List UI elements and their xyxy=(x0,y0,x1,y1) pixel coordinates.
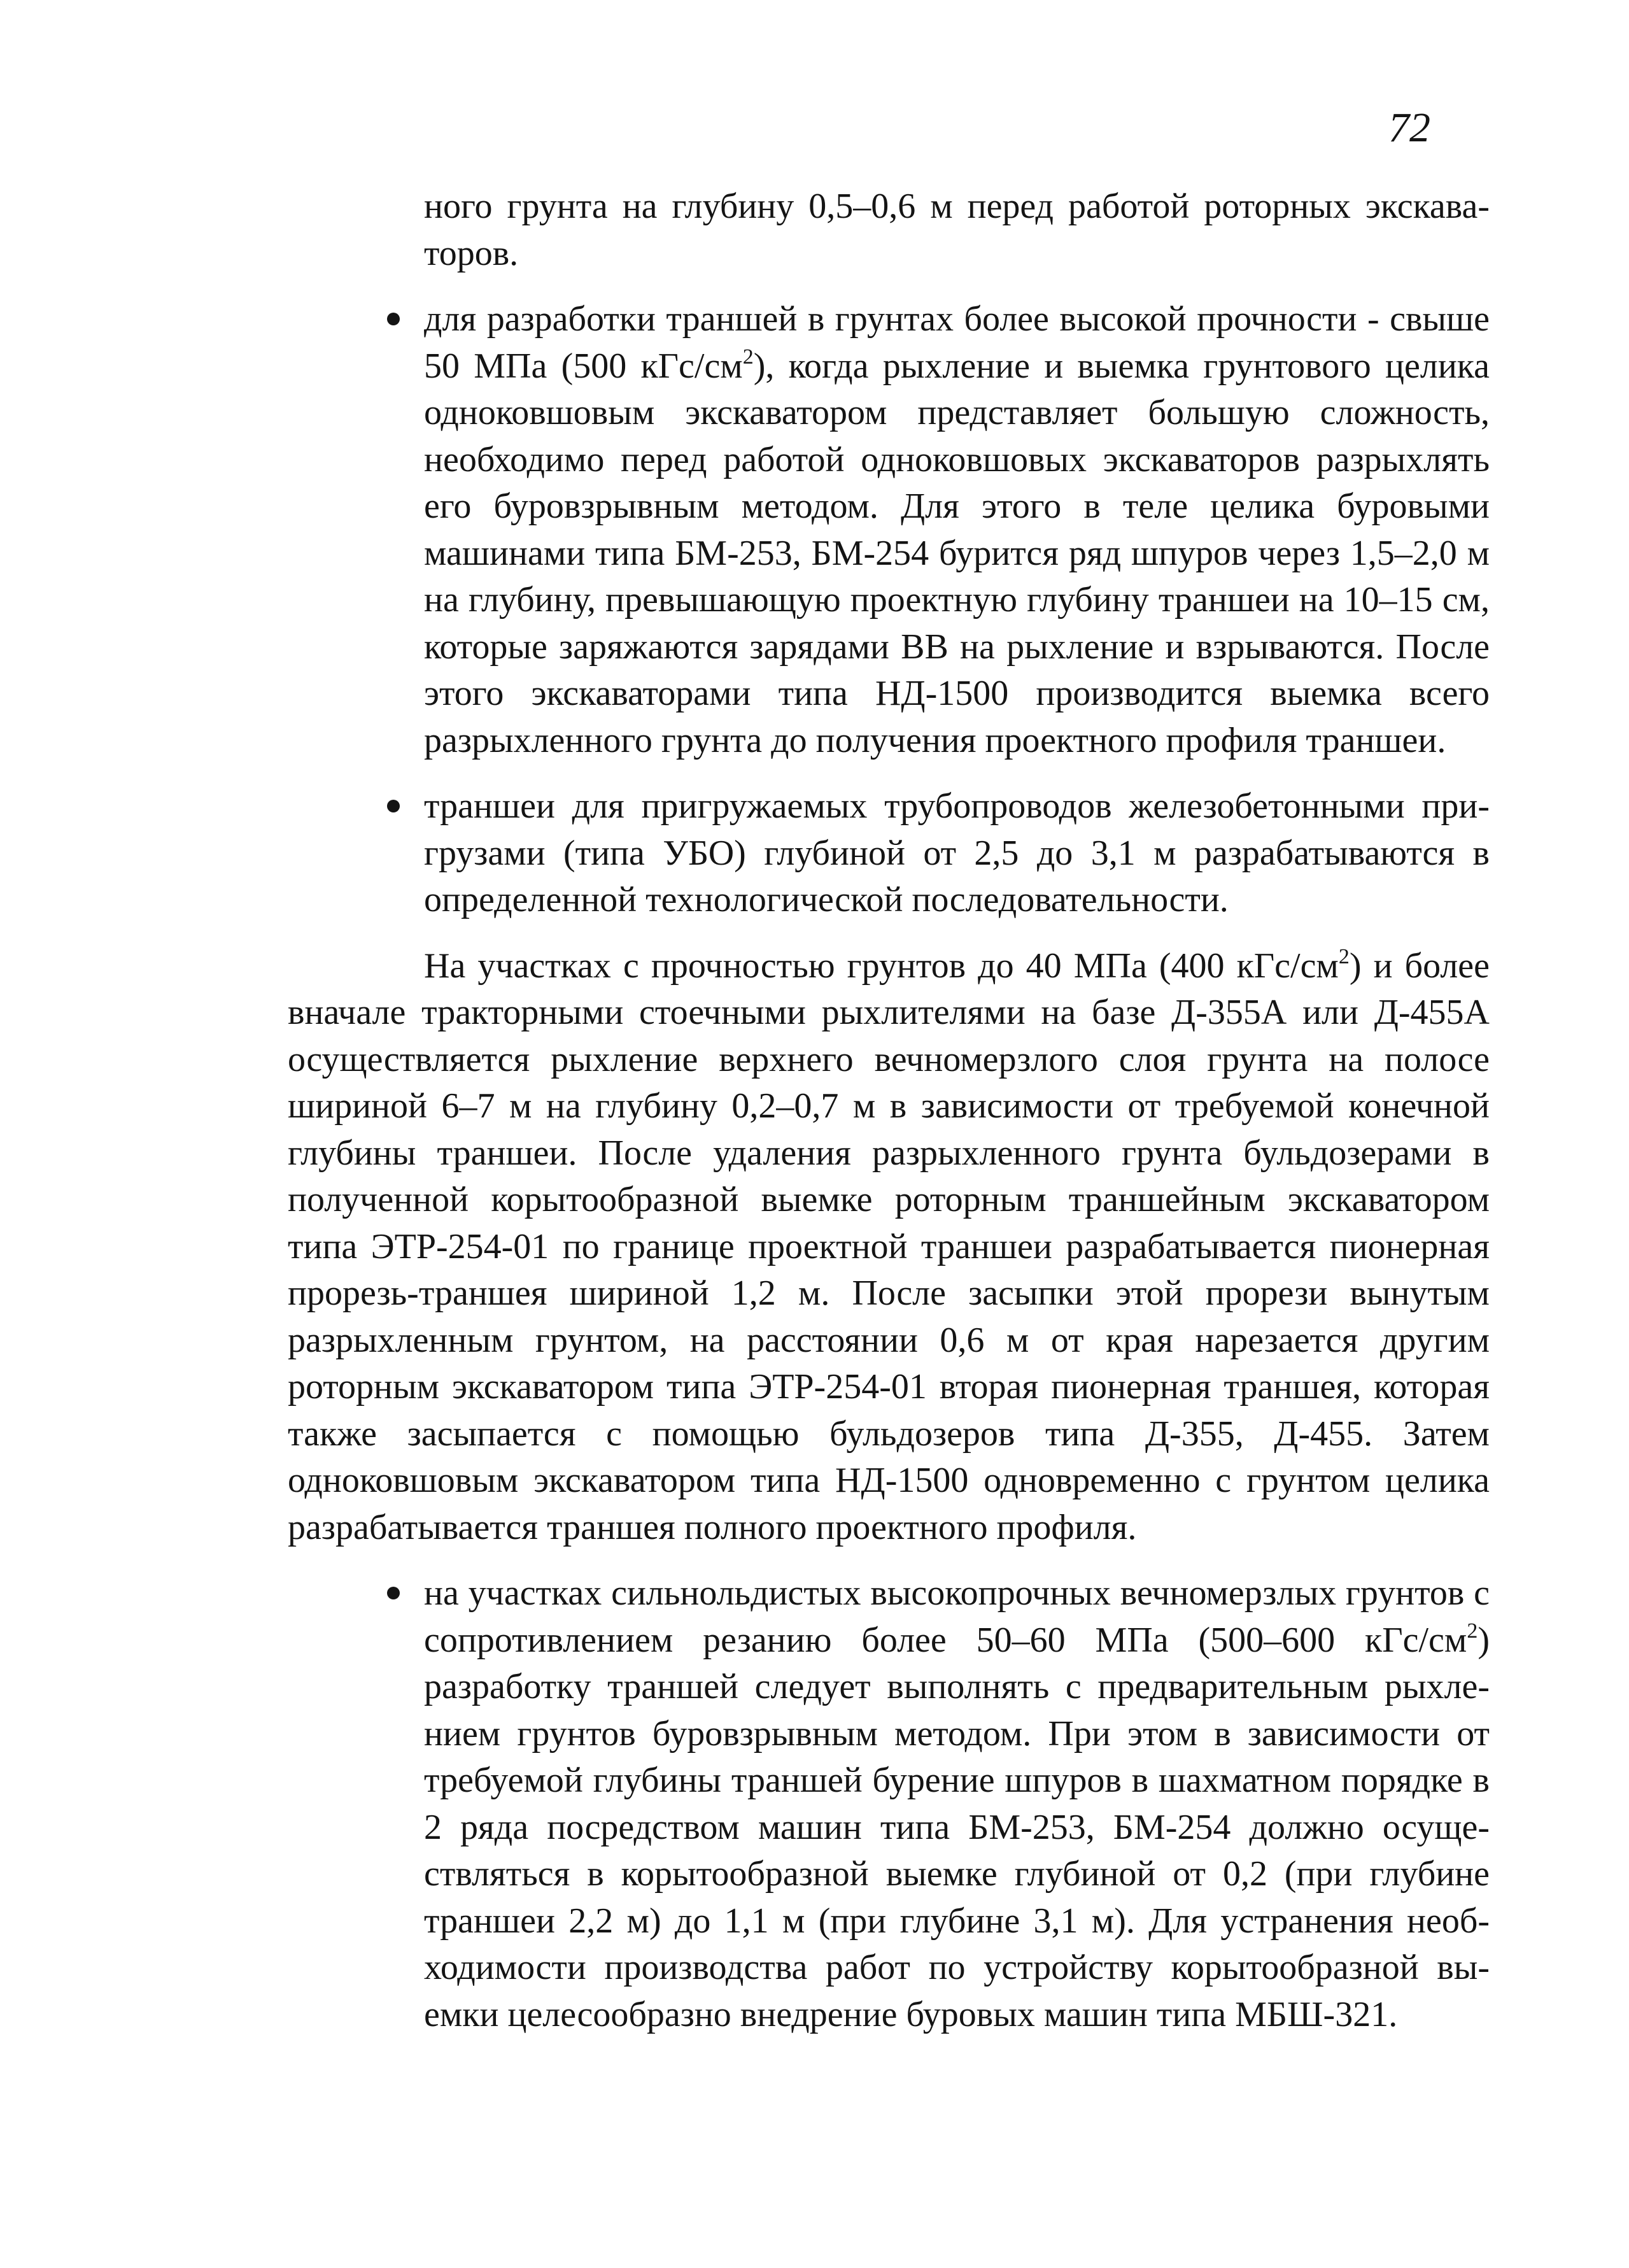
bullet-icon xyxy=(387,800,400,812)
bullet-item-ubo-trenches xyxy=(288,783,1490,924)
superscript: 2 xyxy=(1338,944,1350,968)
paragraph-text-part: ) и более вначале тракторными стоечными рыхлителями на базе Д-355А или Д-455А осуществляется рыхление верхнего вечномерзлого слоя грунта на полосе шириной 6–7 м на глубину 0,2–0,7 м в зависимости от требуемой конечной глубины траншеи. После удаления разрыхленного грунта бульдозерами в полученной корытообразной выемке роторным траншейным экскаватором типа ЭТР-254-01 по границе проектной траншеи разрабатывается пионерная прорезь-траншея шириной 1,2 м. После засыпки этой прорези вынутым разрыхленным грунтом, на расстоянии 0,6 м от края нарезается другим роторным экскаватором типа ЭТР-254-01 вторая пионерная траншея, которая также засыпается с помощью бульдозеров типа Д-355, Д-455. Затем одноковшовым экскаватором типа НД-1500 одновременно с грунтом целика разрабатывается траншея полного проектного профиля. xyxy=(288,946,1490,1547)
bullet-icon xyxy=(387,1587,400,1599)
bullet-text: траншеи для пригружаемых трубопроводов железобетонными пригрузами (типа УБО) глубиной от 2,5 до 3,1 м разрабатываются в определенной технологической последовательности. xyxy=(424,786,1490,919)
continued-paragraph: ного грунта на глубину 0,5–0,6 м перед работой роторных экскаваторов. xyxy=(424,187,1490,273)
bullet-item-blasting xyxy=(288,296,1490,764)
page-number: 72 xyxy=(1388,104,1430,151)
bullet-icon xyxy=(387,313,400,325)
superscript: 2 xyxy=(1467,1619,1478,1643)
bullet-text-part: ) разработку траншей следует выполнять с предварительным рыхлением грунтов буровзрывным методом. При этом в зависимости от требуемой глубины траншей бурение шпуров в шахматном порядке в 2 ряда посредством машин типа БМ-253, БМ-254 должно осуществляться в корытообразной выемке глубиной от 0,2 (при глубине траншеи 2,2 м) до 1,1 м (при глубине 3,1 м). Для устранения необходимости производства работ по устройству корытообразной выемки целесообразно внедрение буровых машин типа МБШ-321. xyxy=(424,1620,1490,2034)
paragraph-text-part: На участках с прочностью грунтов до 40 МПа (400 кГс/см xyxy=(424,946,1339,986)
body-paragraph xyxy=(288,943,1490,1552)
page-body xyxy=(288,183,1490,2038)
superscript: 2 xyxy=(742,344,754,369)
bullet-text-part: для разработки траншей в грунтах более высокой прочности - свыше 50 МПа (500 кГс/см xyxy=(424,299,1490,386)
bullet-text-part: на участках сильнольдистых высокопрочных вечномерзлых грунтов с сопротивлением резанию более 50–60 МПа (500–600 кГс/см xyxy=(424,1573,1490,1660)
bullet-text-part: ), когда рыхление и выемка грунтового целика одноковшовым экскаватором представляет большую сложность, необходимо перед работой одноковшовых экскаваторов разрыхлять его буровзрывным методом. Для этого в теле целика буровыми машинами типа БМ-253, БМ-254 бурится ряд шпуров через 1,5–2,0 м на глубину, превышающую проектную глубину траншеи на 10–15 см, которые заряжаются зарядами ВВ на рыхление и взрываются. После этого экскаваторами типа НД-1500 производится выемка всего разрыхленного грунта до получения проектного профиля траншеи. xyxy=(424,346,1490,760)
bullet-item-icy-soils xyxy=(288,1570,1490,2038)
